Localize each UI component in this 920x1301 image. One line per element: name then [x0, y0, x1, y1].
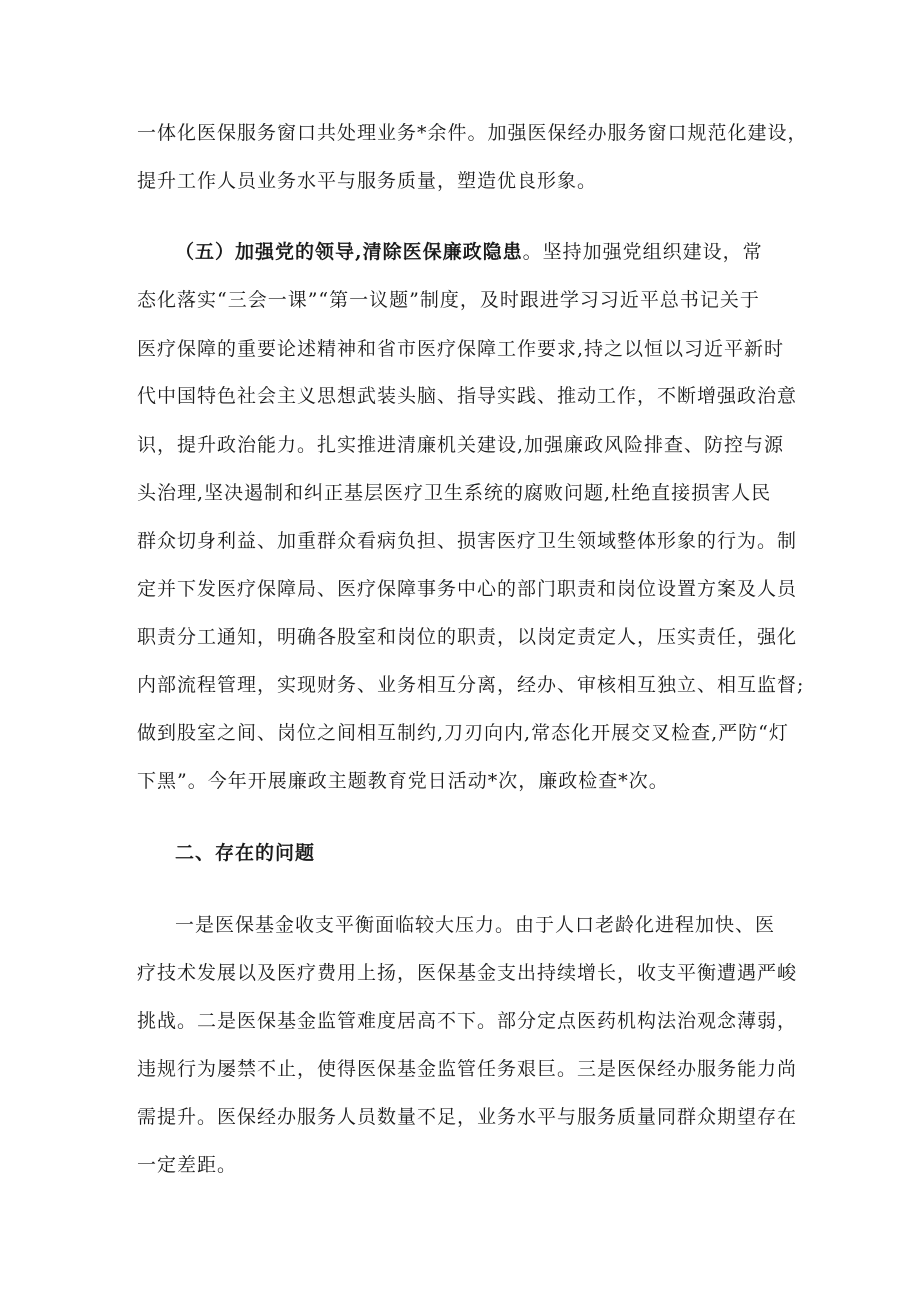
paragraph-2-lead-tail: 。坚持加强党组织建设，常: [522, 241, 763, 263]
paragraph-3-line-4: 违规行为屡禁不止，使得医保基金监管任务艰巨。三是医保经办服务能力尚: [137, 1058, 798, 1080]
paragraph-2-line-11: 做到股室之间、岗位之间相互制约,刀刃向内,常态化开展交叉检查,严防“灯: [137, 722, 789, 744]
paragraph-2-line-4: 代中国特色社会主义思想武装头脑、指导实践、推动工作，不断增强政治意: [137, 385, 798, 407]
paragraph-2-line-7: 群众切身利益、加重群众看病负担、损害医疗卫生领域整体形象的行为。制: [137, 530, 798, 552]
paragraph-1-line-1: 一体化医保服务窗口共处理业务*余件。加强医保经办服务窗口规范化建设，: [137, 122, 808, 144]
paragraph-2-line-12: 下黑”。今年开展廉政主题教育党日活动*次，廉政检查*次。: [137, 770, 669, 792]
paragraph-2-lead: （五）加强党的领导,清除医保廉政隐患: [175, 241, 523, 263]
section-heading: 二、存在的问题: [175, 842, 316, 864]
paragraph-3-line-5: 需提升。医保经办服务人员数量不足，业务水平与服务质量同群众期望存在: [137, 1106, 798, 1128]
paragraph-2-line-6: 头治理,坚决遏制和纠正基层医疗卫生系统的腐败问题,杜绝直接损害人民: [137, 482, 772, 504]
paragraph-2-line-5: 识，提升政治能力。扎实推进清廉机关建设,加强廉政风险排查、防控与源: [137, 434, 785, 456]
paragraph-2-line-2: 态化落实“三会一课”“第一议题”制度，及时跟进学习习近平总书记关于: [137, 289, 760, 311]
paragraph-2-line-3: 医疗保障的重要论述精神和省市医疗保障工作要求,持之以恒以习近平新时: [137, 338, 785, 360]
paragraph-3-line-2: 疗技术发展以及医疗费用上扬，医保基金支出持续增长，收支平衡遭遇严峻: [137, 962, 798, 984]
paragraph-2-line-8: 定并下发医疗保障局、医疗保障事务中心的部门职责和岗位设置方案及人员: [137, 578, 798, 600]
paragraph-2-line-9: 职责分工通知，明确各股室和岗位的职责，以岗定责定人，压实责任，强化: [137, 626, 798, 648]
paragraph-1-line-2: 提升工作人员业务水平与服务质量，塑造优良形象。: [137, 170, 598, 192]
paragraph-2-line-1: [175, 240, 763, 264]
paragraph-3-line-1: 一是医保基金收支平衡面临较大压力。由于人口老龄化进程加快、医: [175, 914, 776, 936]
paragraph-3-line-6: 一定差距。: [137, 1154, 238, 1176]
paragraph-2-line-10: 内部流程管理，实现财务、业务相互分离，经办、审核相互独立、相互监督;: [137, 674, 805, 696]
paragraph-3-line-3: 挑战。二是医保基金监管难度居高不下。部分定点医药机构法治观念薄弱，: [137, 1010, 798, 1032]
